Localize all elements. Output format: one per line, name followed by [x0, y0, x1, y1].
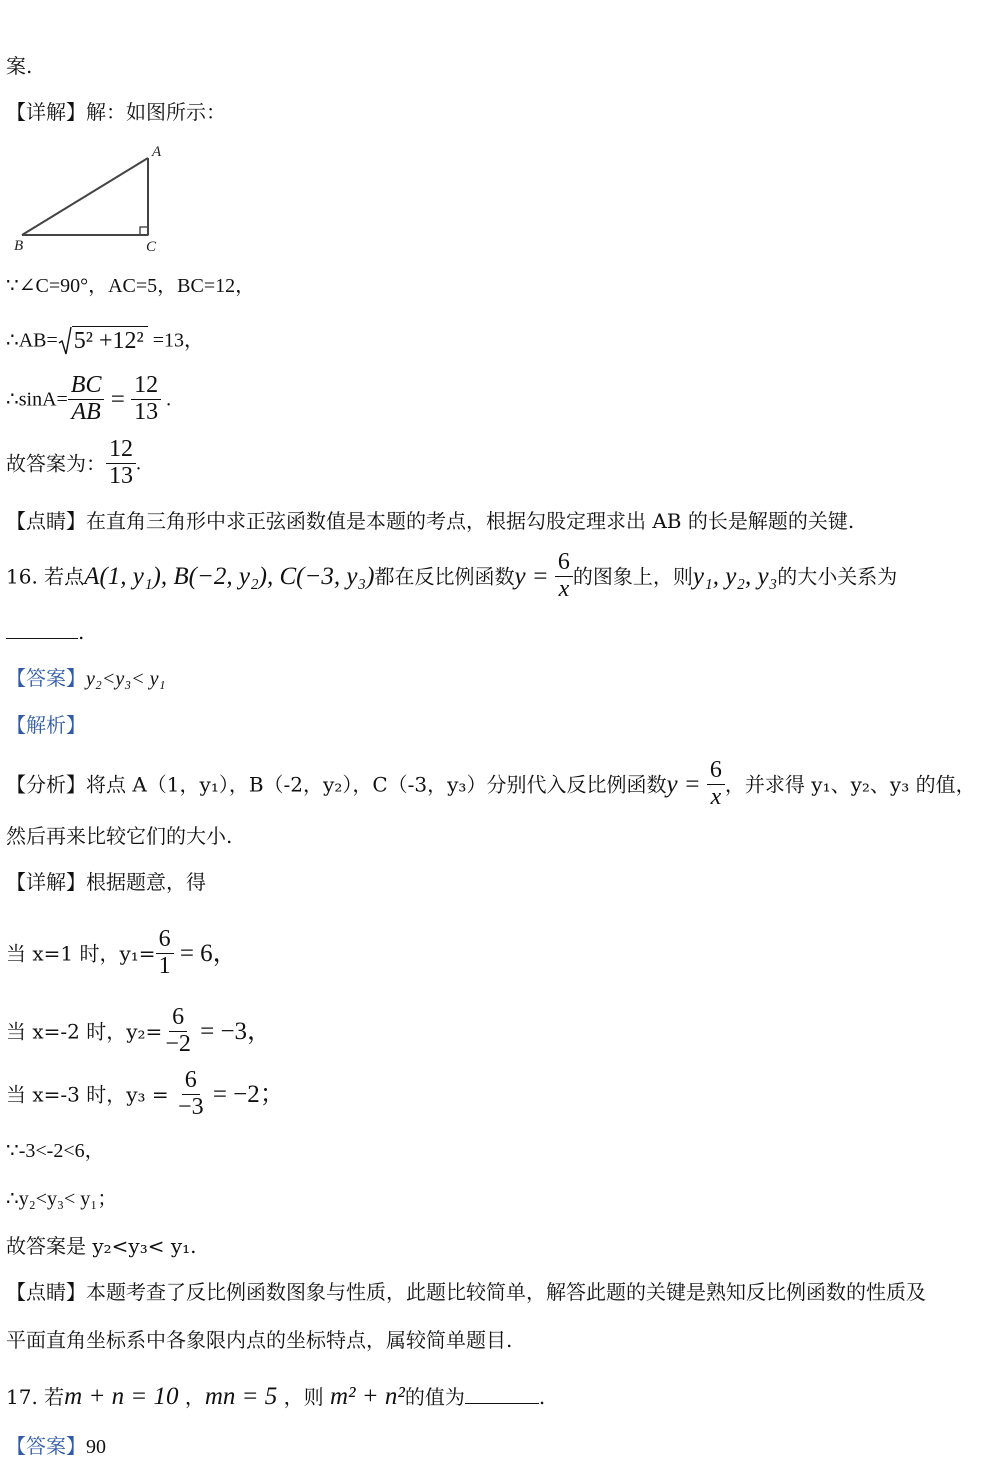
calc-1: 当 x=1 时，y₁= $\frac{6}{1}$ = 6，	[6, 926, 238, 979]
answer-16: 【答案】y₂<y₃< y₁	[6, 666, 166, 690]
analysis-16-line1: 【分析】将点 A（1，y₁），B（-2，y₂），C（-3，y₃）分别代入反比例函数y = $\frac{6}{x}$ ，并求得 y₁、y₂、y₃ 的值，	[6, 757, 976, 810]
fraction-6-neg3: $\frac{6}{-3}$	[178, 1067, 204, 1120]
analysis-16-tag: 【解析】	[6, 713, 86, 737]
question-16: 16. 若点A(1, y₁), B(−2, y₂), C(−3, y₃)都在反比例函数y = $\frac{6}{x}$ 的图象上，则y₁, y₂, y₃的大小关系为	[6, 549, 898, 602]
fraction-6-1: $\frac{6}{1}$	[156, 927, 174, 980]
step-1: ∵-3<-2<6，	[6, 1140, 105, 1162]
answer-blank-17	[465, 1389, 539, 1404]
answer-17: 【答案】90	[6, 1434, 106, 1458]
line-2: 【详解】解：如图所示：	[6, 100, 226, 124]
line-6: 故答案为： $\frac{12}{13}$ .	[6, 436, 141, 489]
fraction-12-13: $\frac{12}{13}$	[131, 373, 161, 426]
label-B: B	[14, 238, 24, 254]
label-C: C	[146, 239, 157, 255]
calc-2: 当 x=-2 时，y₂= $\frac{6}{-2}$ = −3，	[6, 1004, 273, 1057]
step-3: 故答案是 y₂<y₃< y₁.	[6, 1234, 197, 1258]
triangle-figure	[10, 140, 170, 255]
question-17: 17. 若m + n = 10 ，mn = 5 ，则 m² + n²的值为 .	[6, 1383, 546, 1410]
label-A: A	[152, 144, 162, 160]
fraction-answer: $\frac{12}{13}$	[106, 437, 136, 490]
tag-detail: 【详解】	[6, 100, 86, 124]
remark-16-line2: 平面直角坐标系中各象限内点的坐标特点，属较简单题目.	[6, 1328, 513, 1352]
line-1: 案.	[6, 54, 33, 78]
detail-16: 【详解】根据题意，得	[6, 870, 206, 894]
fraction-bc-ab: $\frac{BC}{AB}$	[68, 373, 105, 426]
calc-3: 当 x=-3 时，y₃ = $\frac{6}{-3}$ = −2；	[6, 1067, 285, 1120]
fraction-6-x-analysis: $\frac{6}{x}$	[707, 758, 725, 811]
step-2: ∴y₂<y₃< y₁；	[6, 1188, 118, 1210]
fraction-6-neg2: $\frac{6}{-2}$	[165, 1004, 191, 1057]
answer-blank-16	[6, 624, 78, 639]
line-4: ∴AB= 5² +12² =13，	[6, 328, 205, 354]
remark-16-line1: 【点睛】本题考查了反比例函数图象与性质，此题比较简单，解答此题的关键是熟知反比例函数的性质及	[6, 1280, 926, 1304]
line-3: ∵∠C=90°，AC=5，BC=12，	[6, 275, 256, 297]
fraction-6-x: $\frac{6}{x}$	[555, 550, 573, 603]
analysis-16-line2: 然后再来比较它们的大小.	[6, 824, 233, 848]
sqrt-expression: 5² +12²	[58, 326, 148, 356]
question-16-blank: .	[6, 622, 84, 642]
line-5: ∴sinA= $\frac{BC}{AB}$ = $\frac{12}{13}$ .	[6, 372, 172, 425]
line-7: 【点睛】在直角三角形中求正弦函数值是本题的考点，根据勾股定理求出 AB 的长是解题的关键.	[6, 509, 855, 533]
